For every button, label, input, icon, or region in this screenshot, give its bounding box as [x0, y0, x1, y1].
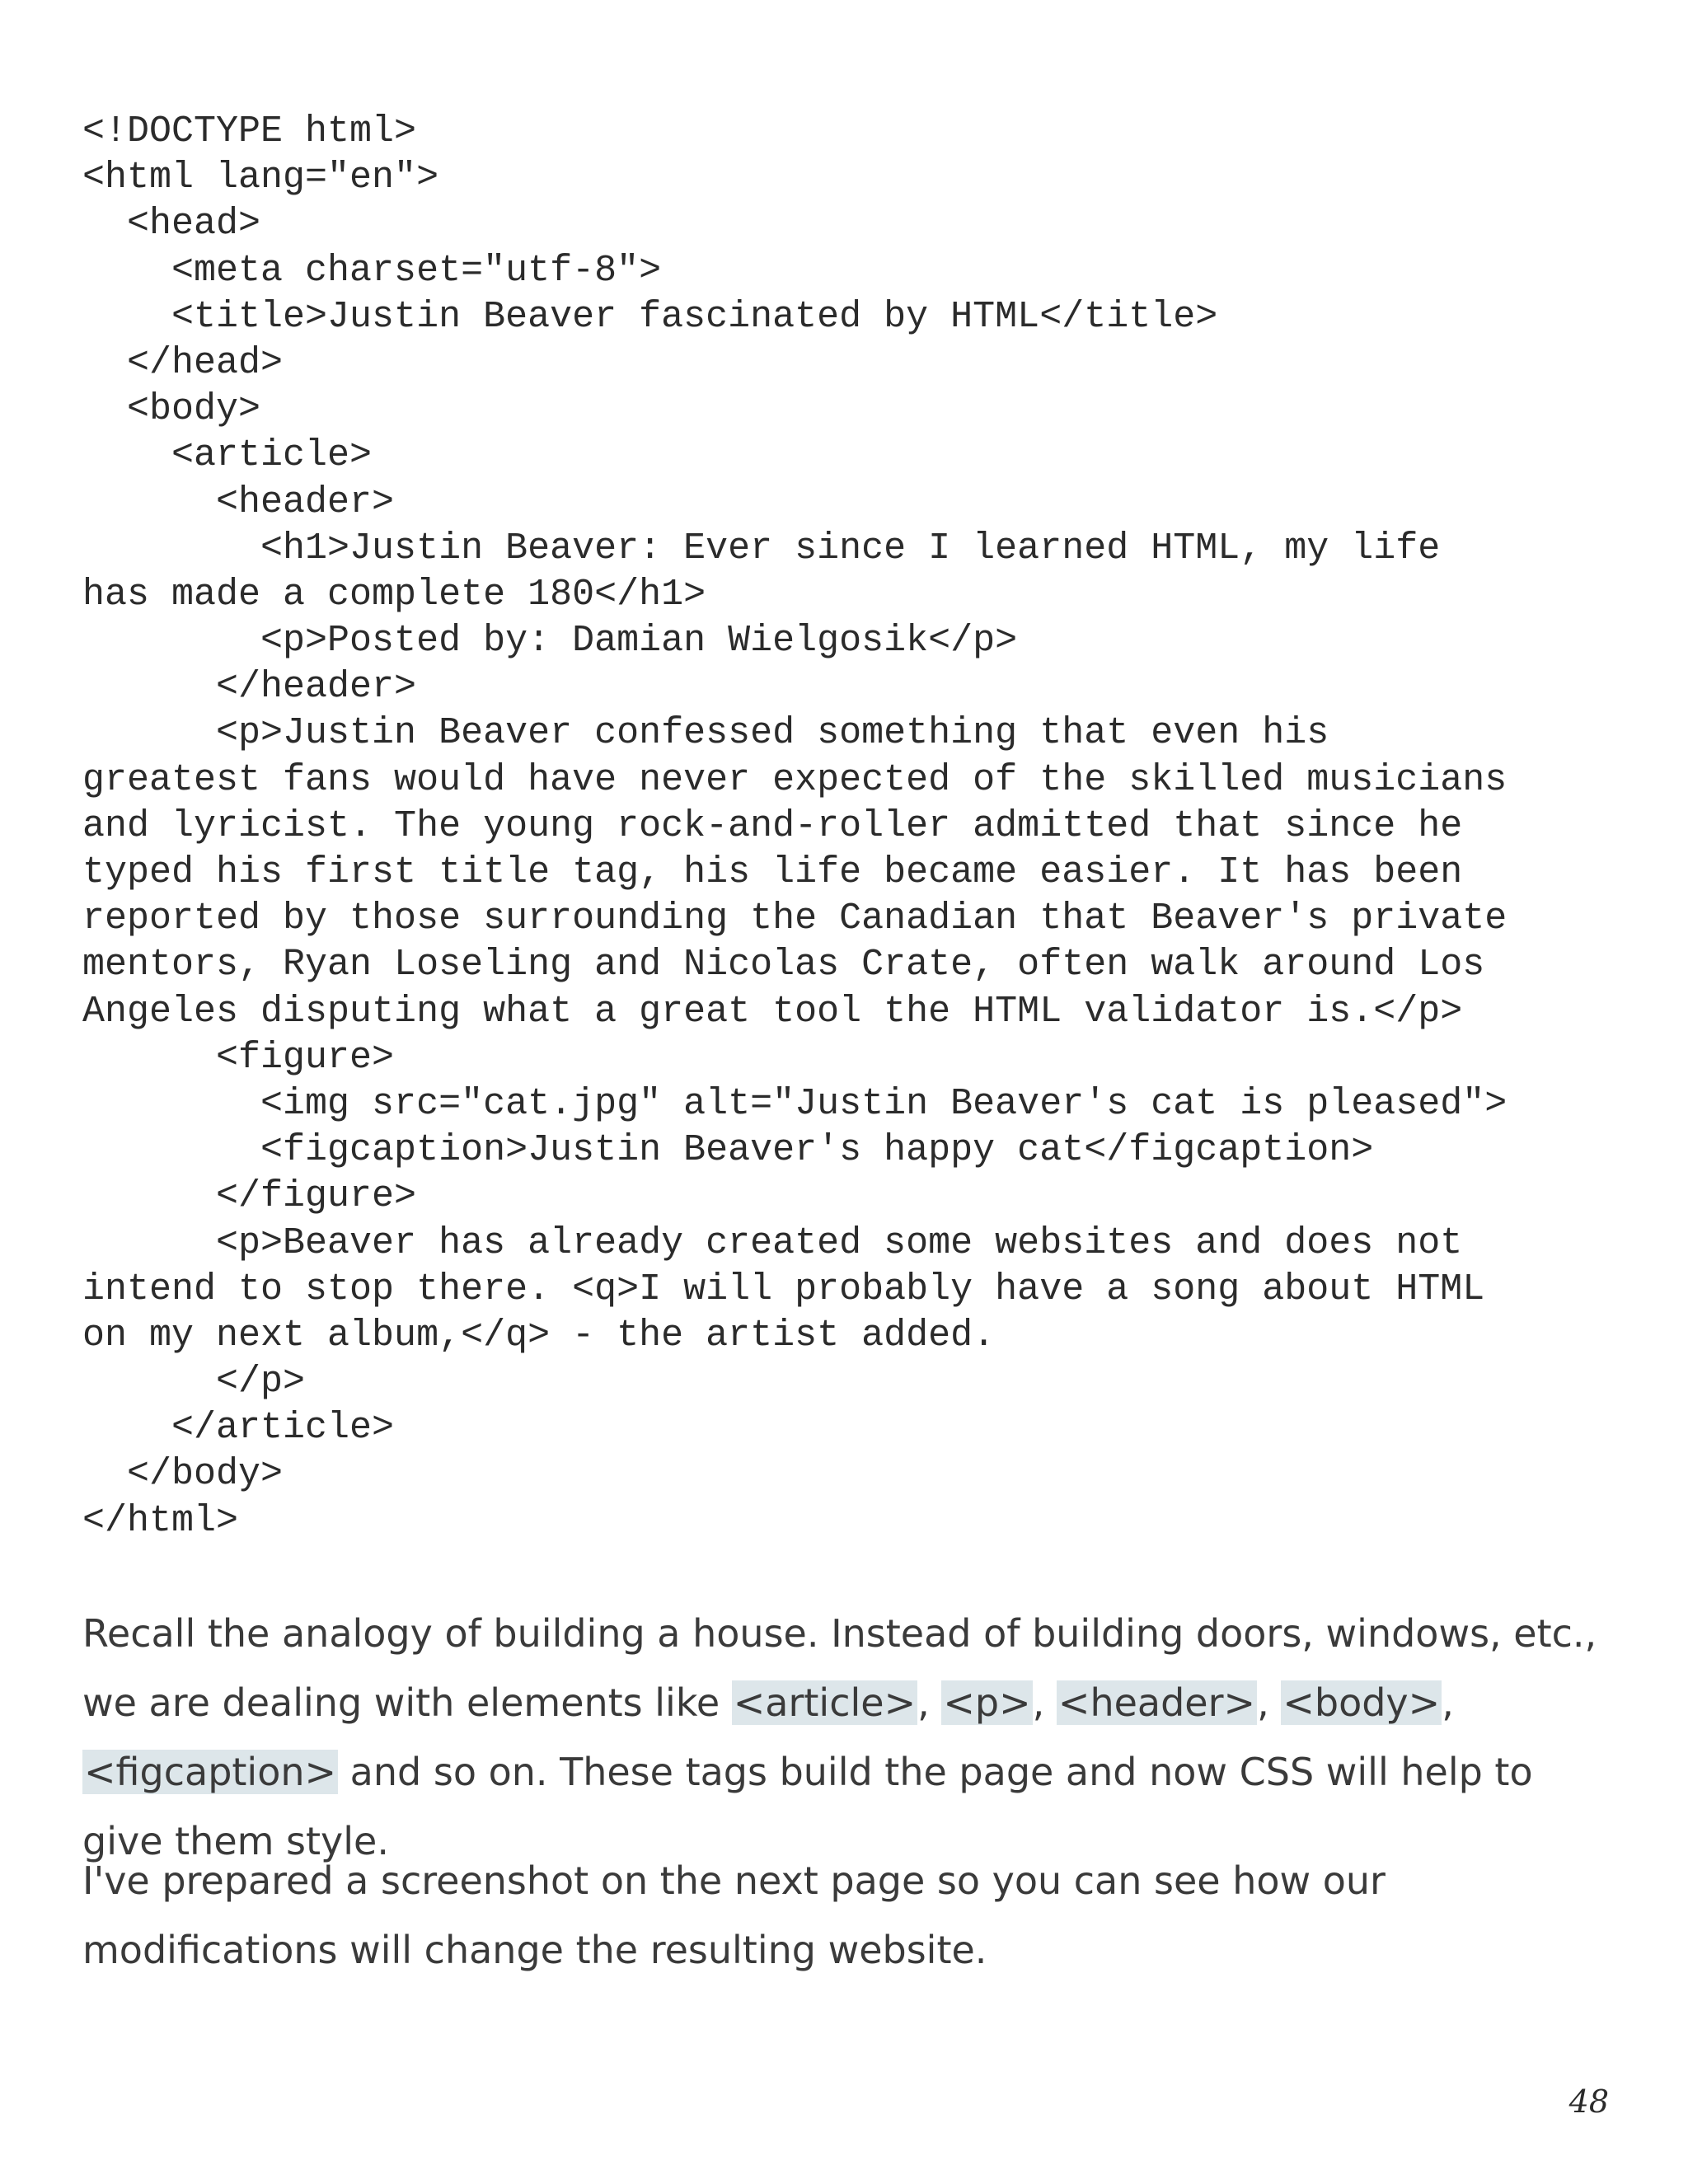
code-line: </p>: [82, 1361, 306, 1404]
inline-code-tag: <header>: [1057, 1680, 1256, 1725]
code-line: <!DOCTYPE html>: [82, 110, 417, 152]
code-line: </body>: [82, 1453, 284, 1496]
code-line: </article>: [82, 1407, 395, 1450]
code-line: <meta charset="utf-8">: [82, 249, 662, 292]
code-line: and lyricist. The young rock-and-roller admitted that since he: [82, 804, 1463, 847]
code-line: reported by those surrounding the Canadian that Beaver's private: [82, 898, 1507, 940]
inline-code-tag: <figcaption>: [84, 1750, 337, 1794]
code-line: typed his first title tag, his life became easier. It has been: [82, 851, 1463, 893]
code-line: <body>: [82, 388, 261, 431]
code-line: <img src="cat.jpg" alt="Justin Beaver's cat is pleased">: [82, 1082, 1507, 1125]
paragraph-text: Recall the analogy of building a house. Instead of building doors, windows, etc., we are dealing with elements like: [82, 1611, 1597, 1725]
code-line: has made a complete 180</h1>: [82, 573, 706, 616]
code-line: <p>Posted by: Damian Wielgosik</p>: [82, 620, 1018, 663]
separator: ,: [1032, 1680, 1057, 1725]
code-line: <head>: [82, 203, 261, 246]
body-paragraph-house-analogy: [82, 1599, 1607, 1876]
code-line: </figure>: [82, 1175, 417, 1218]
separator: ,: [1257, 1680, 1282, 1725]
code-line: on my next album,</q> - the artist added.: [82, 1314, 996, 1357]
separator: ,: [917, 1680, 942, 1725]
code-line: Angeles disputing what a great tool the HTML validator is.</p>: [82, 990, 1463, 1033]
paragraph-text: and so on. These tags build the page and now CSS will help to give them style.: [82, 1750, 1533, 1863]
code-line: intend to stop there. <q>I will probably have a song about HTML: [82, 1268, 1485, 1310]
code-line: <html lang="en">: [82, 157, 439, 199]
code-line: </html>: [82, 1499, 239, 1542]
code-line: <title>Justin Beaver fascinated by HTML</title>: [82, 295, 1218, 338]
body-paragraph-screenshot-note: I've prepared a screenshot on the next page so you can see how our modifications will change the resulting website.: [82, 1858, 1386, 1972]
code-line: </head>: [82, 341, 284, 384]
code-line: <figure>: [82, 1036, 395, 1079]
inline-code-tag: <article>: [733, 1680, 917, 1725]
code-line: <header>: [82, 480, 395, 523]
inline-code-tag: <p>: [943, 1680, 1031, 1725]
html-code-listing: [82, 109, 1615, 1544]
code-line: </header>: [82, 666, 417, 709]
page-number: 48: [1568, 2083, 1609, 2120]
code-line: greatest fans would have never expected of the skilled musicians: [82, 758, 1507, 801]
code-line: <p>Justin Beaver confessed something that even his: [82, 712, 1329, 755]
inline-code-tag: <body>: [1282, 1680, 1441, 1725]
code-line: <article>: [82, 434, 373, 477]
separator: ,: [1442, 1680, 1454, 1725]
code-line: mentors, Ryan Loseling and Nicolas Crate, often walk around Los: [82, 944, 1485, 987]
code-line: <h1>Justin Beaver: Ever since I learned HTML, my life: [82, 527, 1441, 569]
code-line: <p>Beaver has already created some websites and does not: [82, 1221, 1463, 1264]
code-line: <figcaption>Justin Beaver's happy cat</figcaption>: [82, 1129, 1374, 1172]
